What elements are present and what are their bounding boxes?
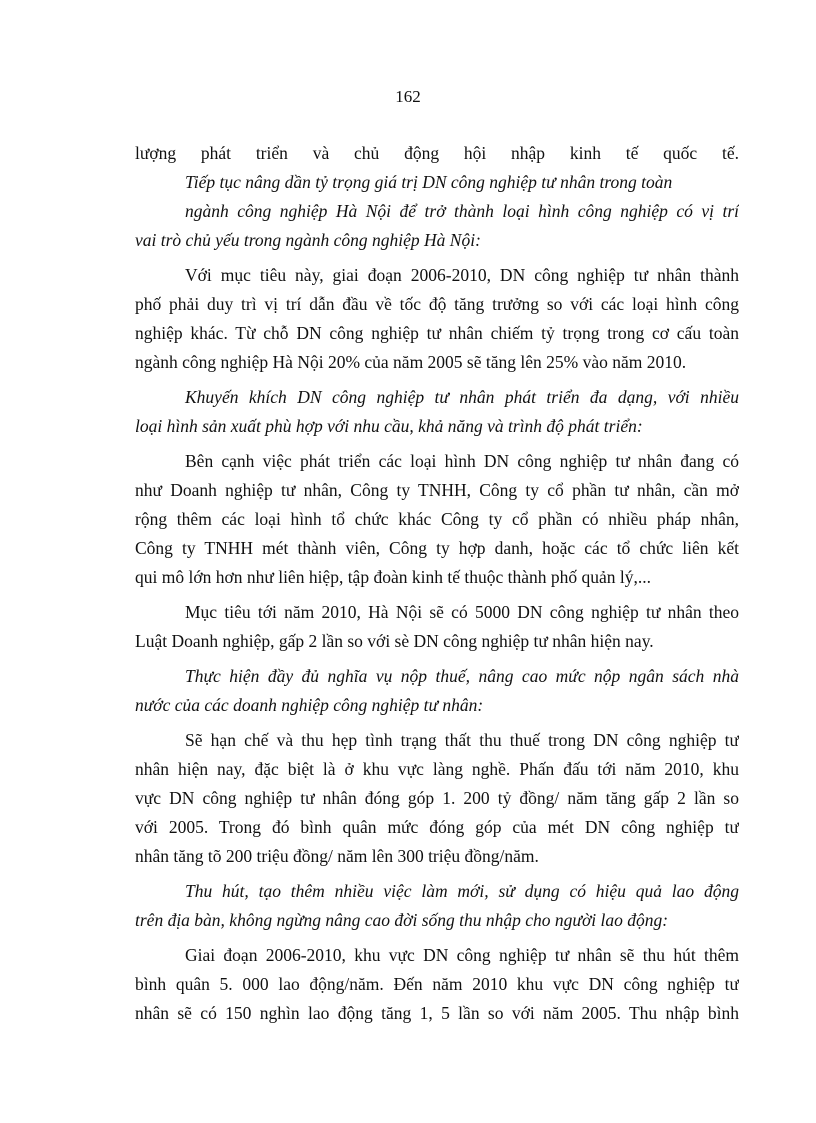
text-line: Giai đoạn 2006-2010, khu vực DN công nghiệp tư nhân sẽ thu hút thêm	[185, 945, 739, 965]
text-line: Luật Doanh nghiệp, gấp 2 lần so với sè DN công nghiệp tư nhân hiện nay.	[135, 631, 654, 651]
heading-line: Thực hiện đầy đủ nghĩa vụ nộp thuế, nâng cao mức nộp ngân sách nhà	[185, 666, 739, 686]
text-line: ngành công nghiệp Hà Nội 20% của năm 2005 sẽ tăng lên 25% vào năm 2010.	[135, 352, 687, 372]
heading-line: loại hình sản xuất phù hợp với nhu cầu, khả năng và trình độ phát triển:	[135, 416, 643, 436]
body-text	[135, 139, 739, 1028]
text-line: Với mục tiêu này, giai đoạn 2006-2010, DN công nghiệp tư nhân thành	[185, 265, 739, 285]
text-line: như Doanh nghiệp tư nhân, Công ty TNHH, Công ty cổ phần tư nhân, cần mở	[135, 480, 739, 500]
text-line: nhân tăng tõ 200 triệu đồng/ năm lên 300 triệu đồng/năm.	[135, 846, 539, 866]
text-line: Mục tiêu tới năm 2010, Hà Nội sẽ có 5000 DN công nghiệp tư nhân theo	[185, 602, 739, 622]
heading-line: Thu hút, tạo thêm nhiều việc làm mới, sử dụng có hiệu quả lao động	[185, 881, 739, 901]
heading-line: Khuyến khích DN công nghiệp tư nhân phát triển đa dạng, với nhiều	[185, 387, 739, 407]
text-line: rộng thêm các loại hình tổ chức khác Công ty cổ phần có nhiều pháp nhân,	[135, 509, 739, 529]
text-line: vực DN công nghiệp tư nhân đóng góp 1. 200 tỷ đồng/ năm tăng gấp 2 lần so	[135, 788, 739, 808]
text-line: Công ty TNHH mét thành viên, Công ty hợp danh, hoặc các tổ chức liên kết	[135, 538, 739, 558]
text-line: bình quân 5. 000 lao động/năm. Đến năm 2010 khu vực DN công nghiệp tư	[135, 974, 739, 994]
text-line: phố phải duy trì vị trí dẫn đầu về tốc độ tăng trưởng so với các loại hình công	[135, 294, 739, 314]
text-line: qui mô lớn hơn như liên hiệp, tập đoàn kinh tế thuộc thành phố quản lý,...	[135, 567, 651, 587]
text-line: nhân sẽ có 150 nghìn lao động tăng 1, 5 lần so với năm 2005. Thu nhập bình	[135, 1003, 739, 1023]
text-line: với 2005. Trong đó bình quân mức đóng góp của mét DN công nghiệp tư	[135, 817, 739, 837]
heading-line: ngành công nghiệp Hà Nội để trở thành loại hình công nghiệp có vị trí	[185, 201, 739, 221]
heading-line: nước của các doanh nghiệp công nghiệp tư nhân:	[135, 695, 484, 715]
text-line: Bên cạnh việc phát triển các loại hình DN công nghiệp tư nhân đang có	[185, 451, 739, 471]
page-number: 162	[395, 87, 421, 106]
heading-line: trên địa bàn, không ngừng nâng cao đời sống thu nhập cho người lao động:	[135, 910, 669, 930]
heading-line: Tiếp tục nâng dần tỷ trọng giá trị DN công nghiệp tư nhân trong toàn	[185, 172, 673, 192]
text-line: nghiệp khác. Từ chỗ DN công nghiệp tư nhân chiếm tỷ trọng trong cơ cấu toàn	[135, 323, 739, 343]
text-line: lượng phát triển và chủ động hội nhập kinh tế quốc tế.	[135, 143, 739, 163]
heading-line: vai trò chủ yếu trong ngành công nghiệp Hà Nội:	[135, 230, 481, 250]
text-line: nhân hiện nay, đặc biệt là ở khu vực làng nghề. Phấn đấu tới năm 2010, khu	[135, 759, 739, 779]
text-line: Sẽ hạn chế và thu hẹp tình trạng thất thu thuế trong DN công nghiệp tư	[185, 730, 739, 750]
